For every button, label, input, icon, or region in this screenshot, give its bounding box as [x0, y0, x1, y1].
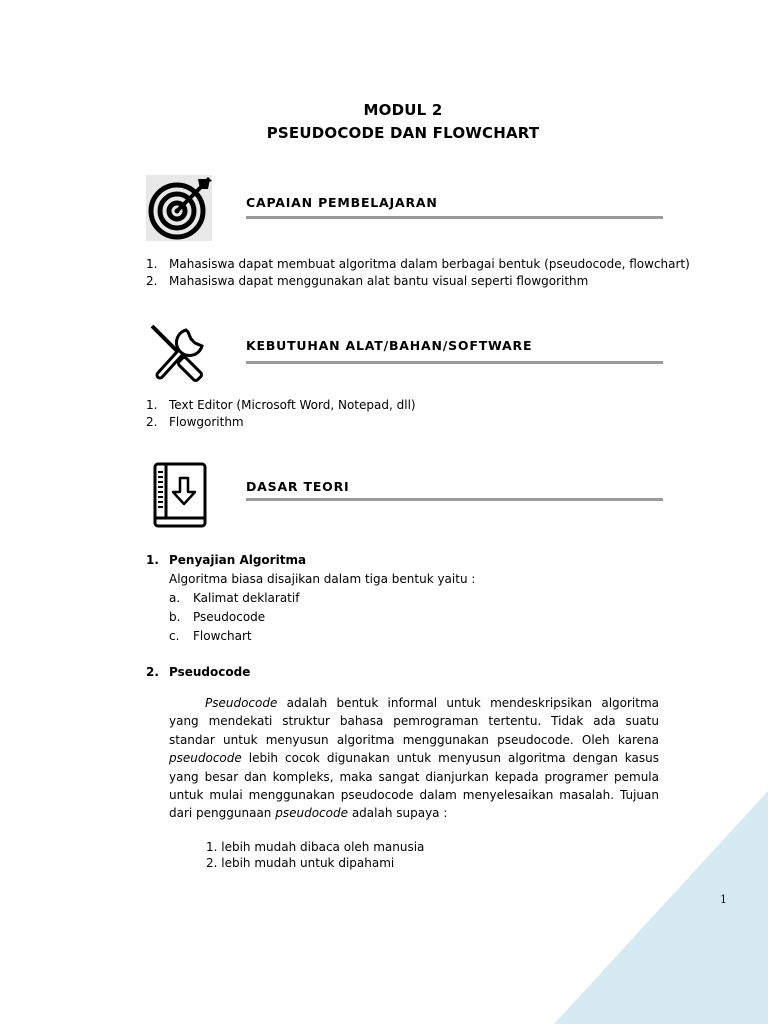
list-letter: c. [169, 629, 180, 643]
paragraph-text: adalah supaya : [348, 806, 448, 821]
list-item [146, 414, 416, 431]
list-item [146, 256, 690, 273]
list-text: Pseudocode [193, 610, 266, 624]
page-number: 1 [720, 893, 727, 906]
list-number: 2. [146, 415, 158, 429]
subsection-title: Penyajian Algoritma [169, 553, 307, 567]
section-heading-dasar-teori: DASAR TEORI [246, 479, 350, 494]
section-heading-capaian: CAPAIAN PEMBELAJARAN [246, 195, 438, 210]
capaian-list [146, 256, 690, 290]
list-item [146, 589, 475, 608]
list-text: Text Editor (Microsoft Word, Notepad, dll) [169, 398, 416, 412]
paragraph-text: lebih cocok digunakan untuk menyusun algoritma dengan kasus yang besar dan kompleks, maka sangat dianjurkan kepada programer pemula untuk mulai menggunakan pseudocode dalam menyelesaikan masalah. Tujuan dari penggunaan [169, 751, 659, 821]
target-icon [146, 175, 212, 241]
list-number: 1. [146, 257, 158, 271]
list-number: 1. [146, 553, 159, 567]
list-item [146, 397, 416, 414]
list-text: Mahasiswa dapat menggunakan alat bantu visual seperti flowgorithm [169, 274, 589, 288]
list-letter: a. [169, 591, 181, 605]
section-rule [246, 361, 663, 364]
term-pseudocode: Pseudocode [205, 696, 278, 710]
list-item: 2. lebih mudah untuk dipahami [206, 856, 395, 870]
list-item [146, 273, 690, 290]
paragraph-text: adalah bentuk informal untuk mendeskripsikan algoritma yang mendekati struktur bahasa pemrograman tertentu. Tidak ada suatu standar untuk menyusun algoritma menggunakan pseudocode. Oleh karena [169, 696, 659, 747]
list-item [146, 608, 475, 627]
section-rule [246, 216, 663, 219]
module-subtitle: PSEUDOCODE DAN FLOWCHART [266, 124, 540, 142]
teori-pseudocode-heading [146, 664, 250, 681]
list-text: Flowchart [193, 629, 252, 643]
list-item [146, 551, 475, 570]
subsection-title: Pseudocode [169, 665, 251, 679]
list-item: 1. lebih mudah dibaca oleh manusia [206, 840, 425, 854]
list-item [146, 570, 475, 589]
teori-penyajian [146, 551, 475, 646]
term-pseudocode: pseudocode [169, 751, 242, 766]
list-letter: b. [169, 610, 181, 624]
list-item [146, 664, 250, 681]
list-number: 2. [146, 274, 158, 288]
list-text: Mahasiswa dapat membuat algoritma dalam berbagai bentuk (pseudocode, flowchart) [169, 257, 690, 271]
book-download-icon [146, 462, 212, 528]
kebutuhan-list [146, 397, 416, 431]
subsection-intro: Algoritma biasa disajikan dalam tiga bentuk yaitu : [169, 572, 476, 586]
pseudocode-paragraph [169, 694, 659, 823]
section-rule [246, 498, 663, 501]
list-text: Kalimat deklaratif [193, 591, 300, 605]
pseudocode-goals [206, 839, 424, 871]
tools-icon [146, 320, 212, 386]
term-pseudocode: pseudocode [275, 806, 348, 821]
list-item [146, 627, 475, 646]
list-number: 2. [146, 665, 159, 679]
corner-decoration [554, 791, 768, 1024]
module-title: MODUL 2 [363, 101, 443, 119]
list-number: 1. [146, 398, 158, 412]
section-heading-kebutuhan: KEBUTUHAN ALAT/BAHAN/SOFTWARE [246, 338, 533, 353]
list-text: Flowgorithm [169, 415, 244, 429]
